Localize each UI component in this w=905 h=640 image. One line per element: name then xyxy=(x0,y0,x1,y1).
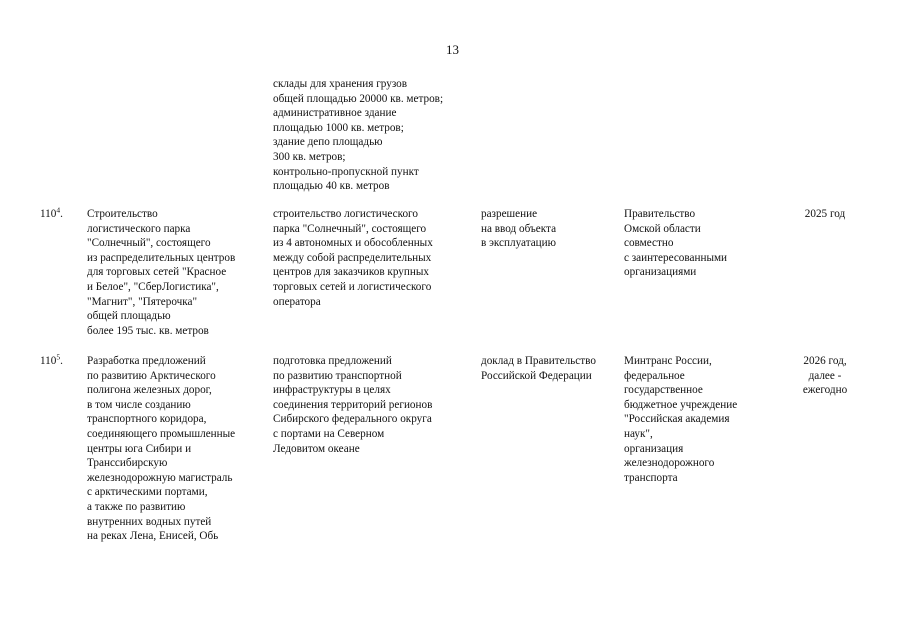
responsible-cell: Правительство Омской области совместно с заинтересованными организациями xyxy=(624,208,728,279)
page-number: 13 xyxy=(446,42,459,57)
row-number: $110^5$. xyxy=(40,352,63,367)
deadline-cell: 2026 год, далее - ежегодно xyxy=(802,355,848,397)
document-cell: разрешение на ввод объекта в эксплуатацию xyxy=(481,208,557,250)
result-cell: строительство логистического парка "Солнечный", состоящего из 4 автономных и обособленных между собой распределительных центров для заказчиков крупных торговых сетей и логистического оператора xyxy=(273,208,433,308)
document-cell: доклад в Правительство Российской Федерации xyxy=(481,355,596,382)
responsible-cell: Минтранс России, федеральное государственное бюджетное учреждение "Российская академия наук", организация железнодорожного транспорта xyxy=(624,355,738,484)
row-number: $110^4$. xyxy=(40,205,63,220)
activity-cell: Строительство логистического парка "Солнечный", состоящего из распределительных центров для торговых сетей "Красное и Белое", "СберЛогистика", "Магнит", "Пятерочка" общей площадью более 195 тыс. кв. метров xyxy=(87,208,236,337)
activity-cell: Разработка предложений по развитию Арктического полигона железных дорог, в том числе созданию транспортного коридора, соединяющего промышленные центры юга Сибири и Транссибирскую железнодорожную магистраль с арктическими портами, а также по развитию внутренних водных путей на реках Лена, Енисей, Обь xyxy=(87,355,236,543)
result-cell: подготовка предложений по развитию транспортной инфраструктуры в целях соединения территорий регионов Сибирского федерального округа с портами на Северном Ледовитом океане xyxy=(273,355,433,455)
continuation-result-text: склады для хранения грузов общей площадью 20000 кв. метров; административное здание площадью 1000 кв. метров; здание депо площадью 300 кв. метров; контрольно-пропускной пункт площадью 40 кв. метров xyxy=(273,78,444,193)
deadline-cell: 2025 год xyxy=(804,208,846,220)
